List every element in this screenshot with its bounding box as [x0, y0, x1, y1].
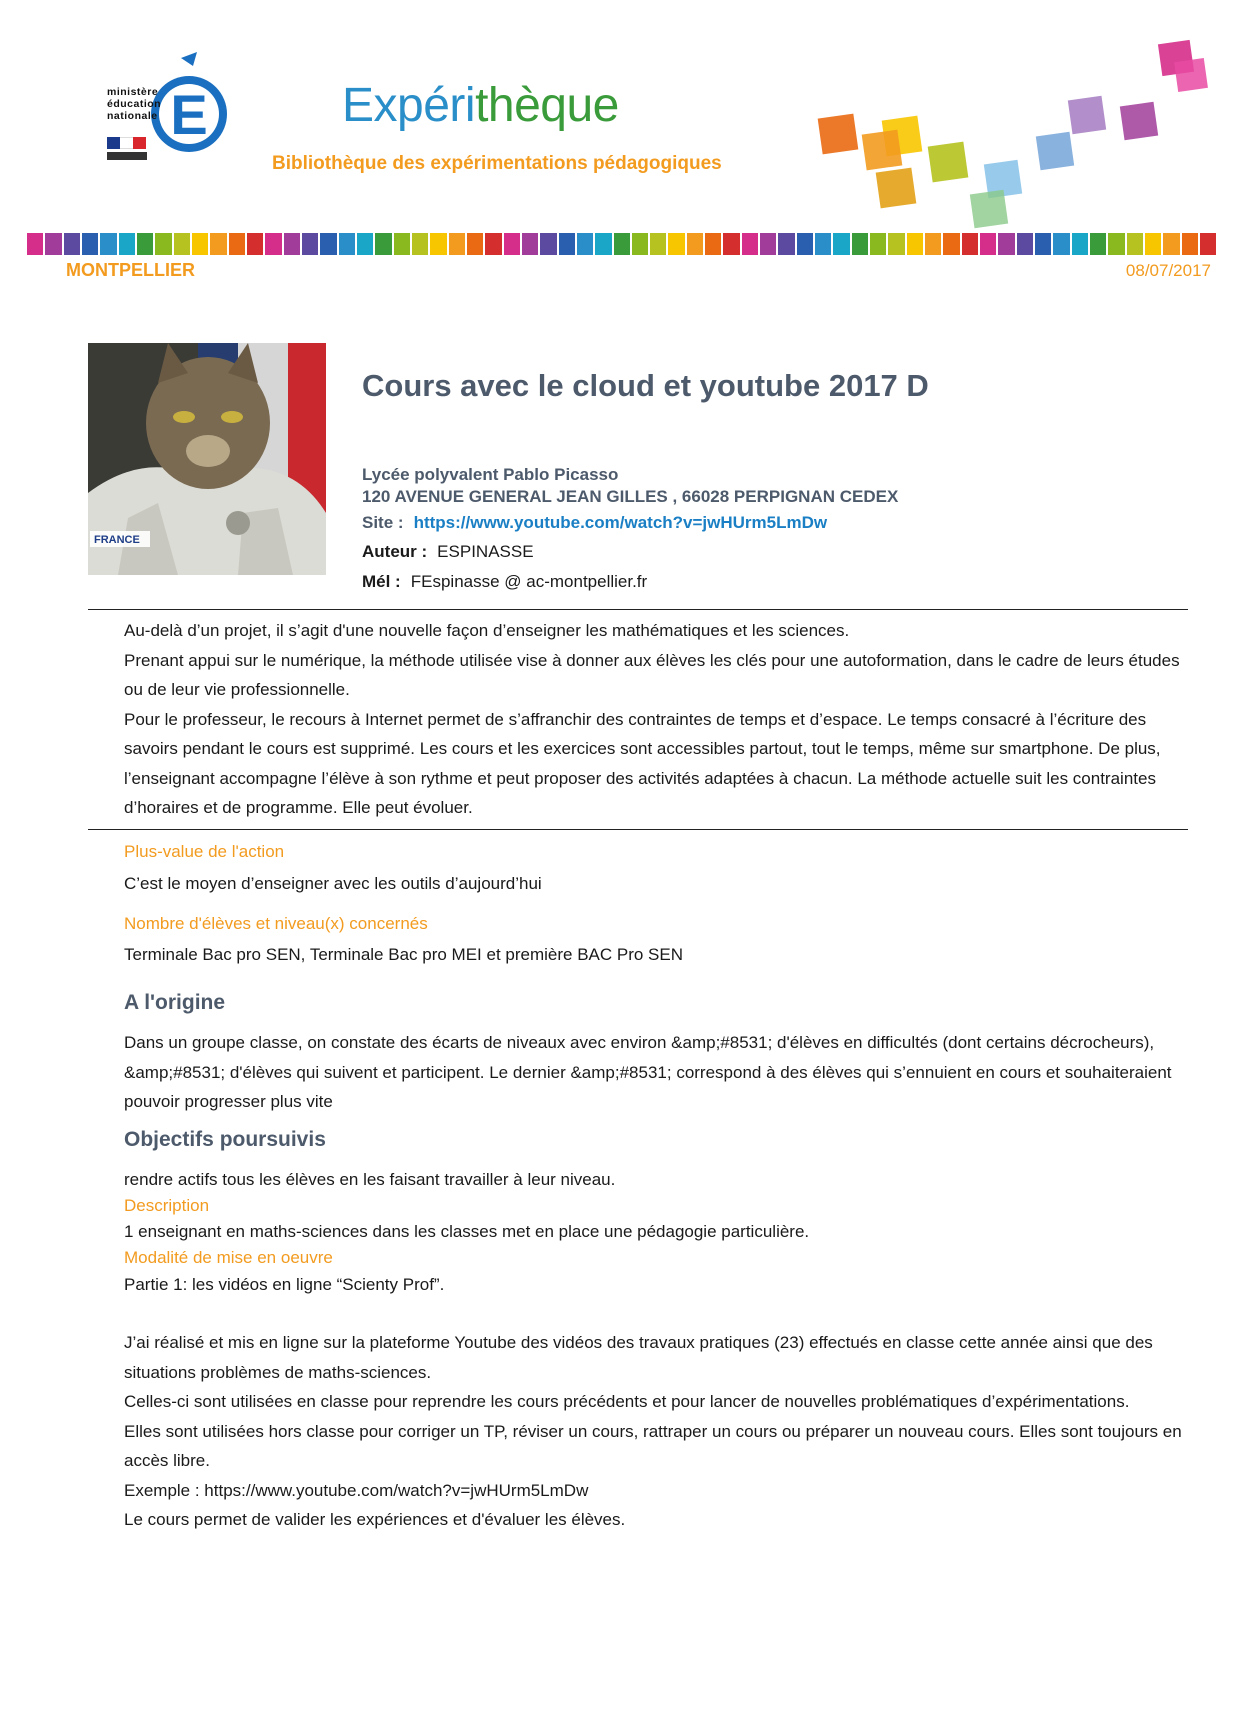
- plus-value-text: C’est le moyen d’enseigner avec les outils d’aujourd’hui: [124, 874, 542, 893]
- summary-paragraph: Prenant appui sur le numérique, la méthode utilisée vise à donner aux élèves les clés pour une autoformation, dans le cadre de leurs études ou de leur vie professionnelle.: [124, 650, 1180, 699]
- modalite-paragraph: J’ai réalisé et mis en ligne sur la plateforme Youtube des vidéos des travaux pratiques (23) effectués en classe cette année ainsi que des situations problèmes de maths-sciences.: [124, 1333, 1153, 1382]
- author-label: Auteur :: [362, 542, 428, 561]
- mail-address: FEspinasse @ ac-montpellier.fr: [410, 572, 648, 591]
- modalite-block: [124, 1328, 1184, 1535]
- modalite-paragraph: Elles sont utilisées hors classe pour corriger un TP, réviser un cours, rattraper un cours ou préparer un nouveau cours. Elles sont toujours en accès libre.: [124, 1421, 1182, 1470]
- objectifs-heading: Objectifs poursuivis: [124, 1128, 326, 1151]
- site-link[interactable]: https://www.youtube.com/watch?v=jwHUrm5LmDw: [413, 513, 828, 532]
- site-title-part2: thèque: [475, 79, 619, 132]
- author-name: ESPINASSE: [437, 542, 534, 561]
- modalite-part1: Partie 1: les vidéos en ligne “Scienty Prof”.: [124, 1275, 445, 1294]
- svg-text:E: E: [170, 83, 208, 146]
- site-line: [362, 513, 827, 533]
- school-address: 120 AVENUE GENERAL JEAN GILLES , 66028 PERPIGNAN CEDEX: [362, 487, 899, 506]
- modalite-label: Modalité de mise en oeuvre: [124, 1248, 333, 1267]
- divider-bottom: [88, 829, 1188, 830]
- region-label: MONTPELLIER: [66, 260, 195, 280]
- project-title: Cours avec le cloud et youtube 2017 D: [362, 368, 929, 403]
- color-stripe: [27, 233, 1218, 255]
- description-text: 1 enseignant en maths-sciences dans les classes met en place une pédagogie particulière.: [124, 1222, 810, 1241]
- modalite-paragraph: Celles-ci sont utilisées en classe pour reprendre les cours précédents et pour lancer de nouvelles problématiques d’expérimentations.: [124, 1392, 1130, 1411]
- summary-block: [124, 616, 1184, 823]
- origine-text: Dans un groupe classe, on constate des écarts de niveaux avec environ &amp;#8531; d'élèves en difficultés (dont certains décrocheurs), &amp;#8531; d'élèves qui suivent et participent. Le dernier &amp;#8531; correspond à des élèves qui s’ennuient en cours et souhaiteraient pouvoir progresser plus vite: [124, 1033, 1172, 1111]
- summary-paragraph: Pour le professeur, le recours à Internet permet de s’affranchir des contraintes de temps et d’espace. Le temps consacré à l’écriture des savoirs pendant le cours est supprimé. Les cours et les exercices sont accessibles partout, tout le temps, même sur smartphone. De plus, l’enseignant accompagne l’élève à son rythme et peut proposer des activités adaptées à chacun. La méthode actuelle suit les contraintes d’horaires et de programme. Elle peut évoluer.: [124, 709, 1161, 817]
- mail-label: Mél :: [362, 572, 401, 591]
- eleves-text: Terminale Bac pro SEN, Terminale Bac pro MEI et première BAC Pro SEN: [124, 945, 684, 964]
- date-label: 08/07/2017: [1125, 261, 1211, 280]
- objectifs-text: rendre actifs tous les élèves en les faisant travailler à leur niveau.: [124, 1170, 616, 1189]
- description-label: Description: [124, 1196, 210, 1215]
- eleves-label: Nombre d'élèves et niveau(x) concernés: [124, 914, 428, 933]
- modalite-paragraph: Le cours permet de valider les expériences et d'évaluer les élèves.: [124, 1510, 626, 1529]
- origine-heading: A l'origine: [124, 991, 226, 1014]
- school-block: [362, 464, 898, 508]
- project-photo: [88, 343, 326, 575]
- site-title-part1: Expéri: [342, 79, 476, 132]
- modalite-example: Exemple : https://www.youtube.com/watch?v=jwHUrm5LmDw: [124, 1480, 589, 1500]
- site-subtitle: Bibliothèque des expérimentations pédagogiques: [272, 153, 722, 174]
- decorative-squares-icon: [800, 20, 1240, 235]
- divider-top: [88, 609, 1188, 610]
- summary-paragraph: Au-delà d’un projet, il s’agit d'une nouvelle façon d’enseigner les mathématiques et les sciences.: [124, 621, 850, 640]
- site-title: [342, 80, 619, 132]
- author-line: [362, 542, 534, 562]
- photo-badge: FRANCE: [94, 534, 140, 546]
- ministry-text: ministère éducation nationale: [107, 86, 162, 122]
- plus-value-label: Plus-value de l'action: [124, 842, 285, 861]
- ministry-subline: [107, 152, 147, 160]
- site-label: Site :: [362, 513, 404, 532]
- school-name: Lycée polyvalent Pablo Picasso: [362, 465, 619, 484]
- french-flag-icon: [107, 136, 147, 148]
- ministry-logo: [103, 50, 228, 168]
- mail-line: [362, 572, 647, 592]
